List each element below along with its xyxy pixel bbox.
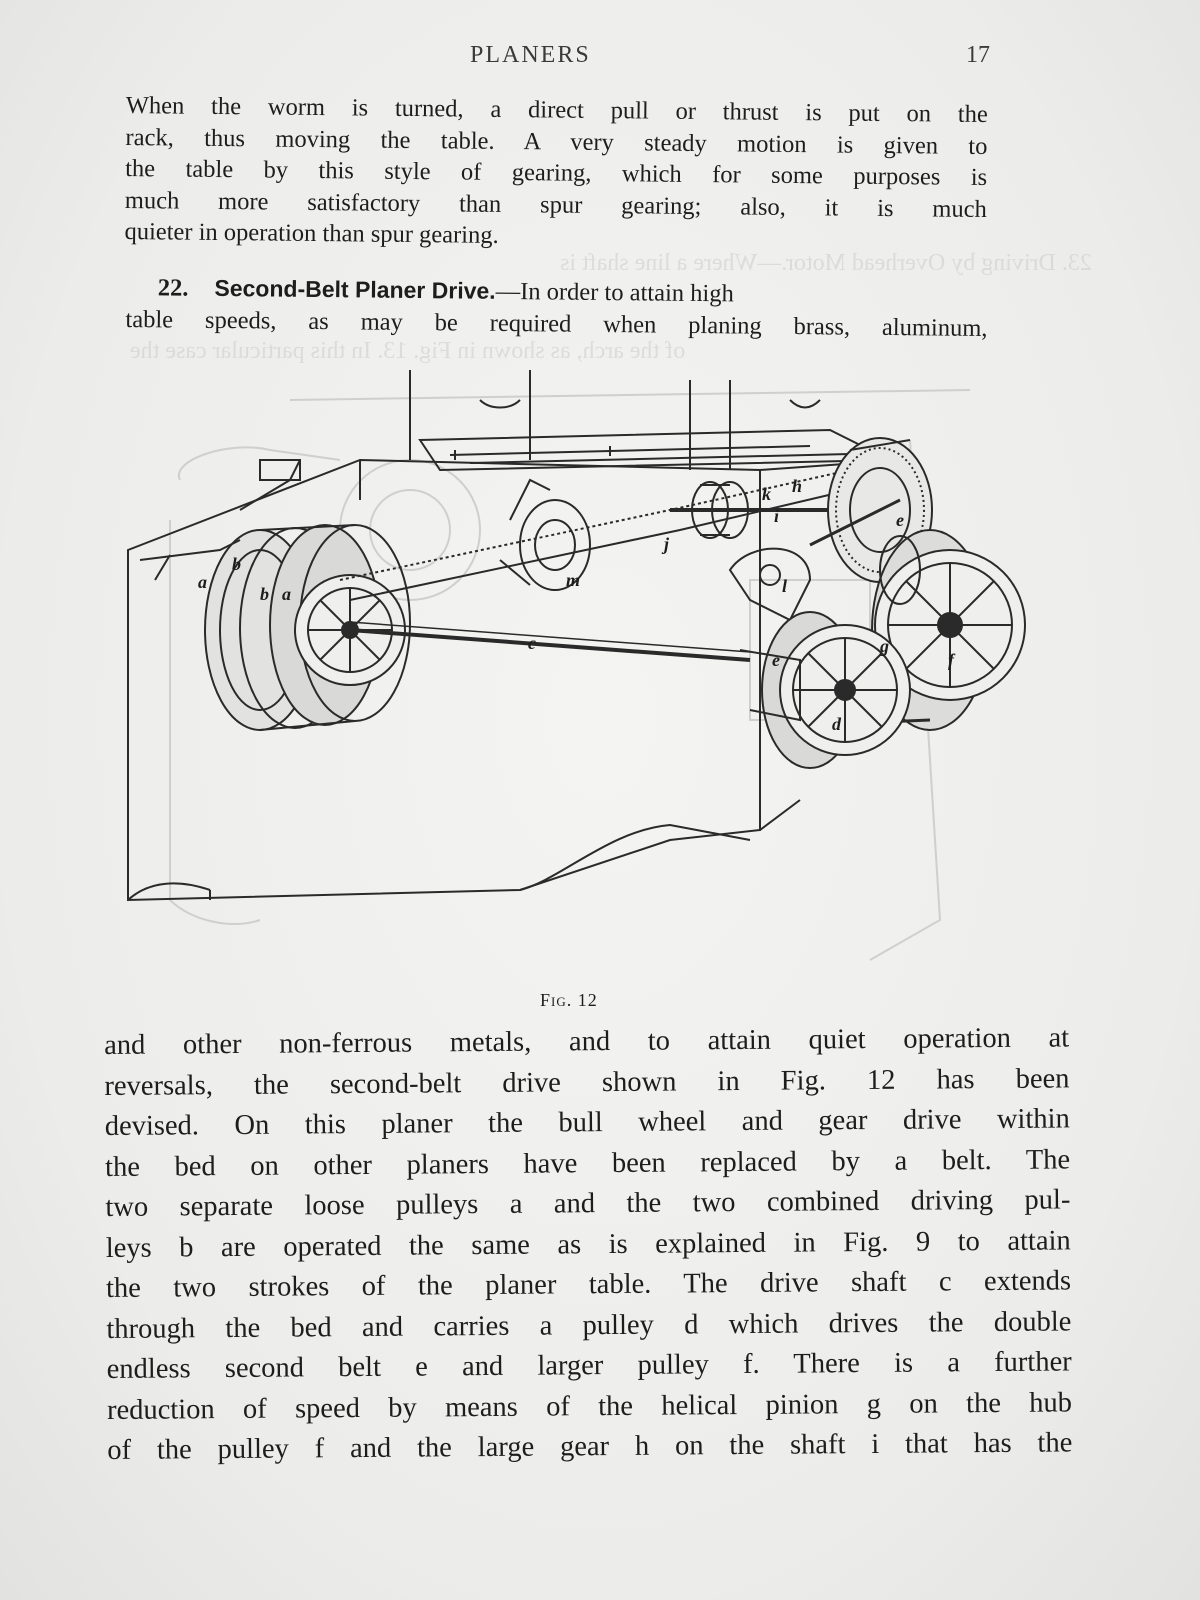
text-line: reduction of speed by means of the helical pinion g on the hub (106, 1386, 1073, 1426)
label-m: m (566, 570, 581, 590)
text-line: the bed on other planers have been replaced by a belt. The (104, 1143, 1071, 1183)
label-a-left: a (198, 572, 207, 592)
text-line: the two strokes of the planer table. The drive shaft c extends (105, 1265, 1072, 1304)
planer-drive-illustration (110, 360, 1040, 1000)
text-line: the table by this style of gearing, which for some purposes is (125, 154, 988, 192)
label-e-lower: e (772, 650, 780, 670)
section-number: 22. (157, 274, 189, 302)
show-through-text: of the arch, as shown in Fig. 13. In this particular case the (130, 338, 686, 364)
text-line: reversals, the second-belt drive shown in Fig. 12 has been (104, 1062, 1070, 1102)
label-h: h (792, 476, 803, 496)
text-line: endless second belt e and larger pulley f. There is a further (106, 1346, 1072, 1385)
show-through-text: 23. Driving by Overhead Motor.—Where a line shaft is (560, 250, 1092, 276)
text-line: of the pulley f and the large gear h on the shaft i that has the (107, 1427, 1073, 1466)
text-line: much more satisfactory than spur gearing; also, it is much (124, 186, 987, 223)
label-j: j (664, 534, 670, 554)
section-lead-text: —In order to attain high (495, 277, 734, 308)
text-line: leys b are operated the same as is explained in Fig. 9 to attain (105, 1224, 1071, 1264)
bottom-paragraph (104, 1018, 1072, 1471)
running-head (130, 40, 990, 80)
label-i: i (774, 506, 780, 526)
text-line: When the worm is turned, a direct pull or thrust is put on the (125, 91, 988, 129)
top-paragraph (124, 90, 988, 257)
figure-caption: Fig. 12 (540, 990, 598, 1010)
label-k: k (762, 484, 771, 504)
label-c: c (528, 633, 536, 653)
section-heading (125, 272, 988, 344)
text-line: through the bed and carries a pulley d which drives the double (106, 1305, 1072, 1345)
text-line: quieter in operation than spur gearing. (124, 217, 499, 249)
section-title: Second-Belt Planer Drive. (214, 274, 496, 304)
text-line: table speeds, as may be required when planing brass, aluminum, (125, 305, 988, 342)
text-line: devised. On this planer the bull wheel and gear drive within (104, 1103, 1070, 1142)
label-d: d (832, 714, 841, 734)
label-g: g (880, 636, 889, 656)
label-e-upper: e (896, 510, 904, 530)
label-l: l (782, 576, 788, 596)
label-f: f (948, 650, 954, 670)
running-title: PLANERS (470, 42, 591, 68)
text-line: rack, thus moving the table. A very steady motion is given to (125, 123, 988, 160)
label-a-right: a (282, 584, 291, 604)
text-line: and other non-ferrous metals, and to attain quiet operation at (104, 1022, 1070, 1061)
text-line: two separate loose pulleys a and the two combined driving pul- (105, 1184, 1071, 1223)
label-b-right: b (260, 584, 269, 604)
label-b-left: b (232, 554, 241, 574)
page-number: 17 (966, 42, 990, 68)
